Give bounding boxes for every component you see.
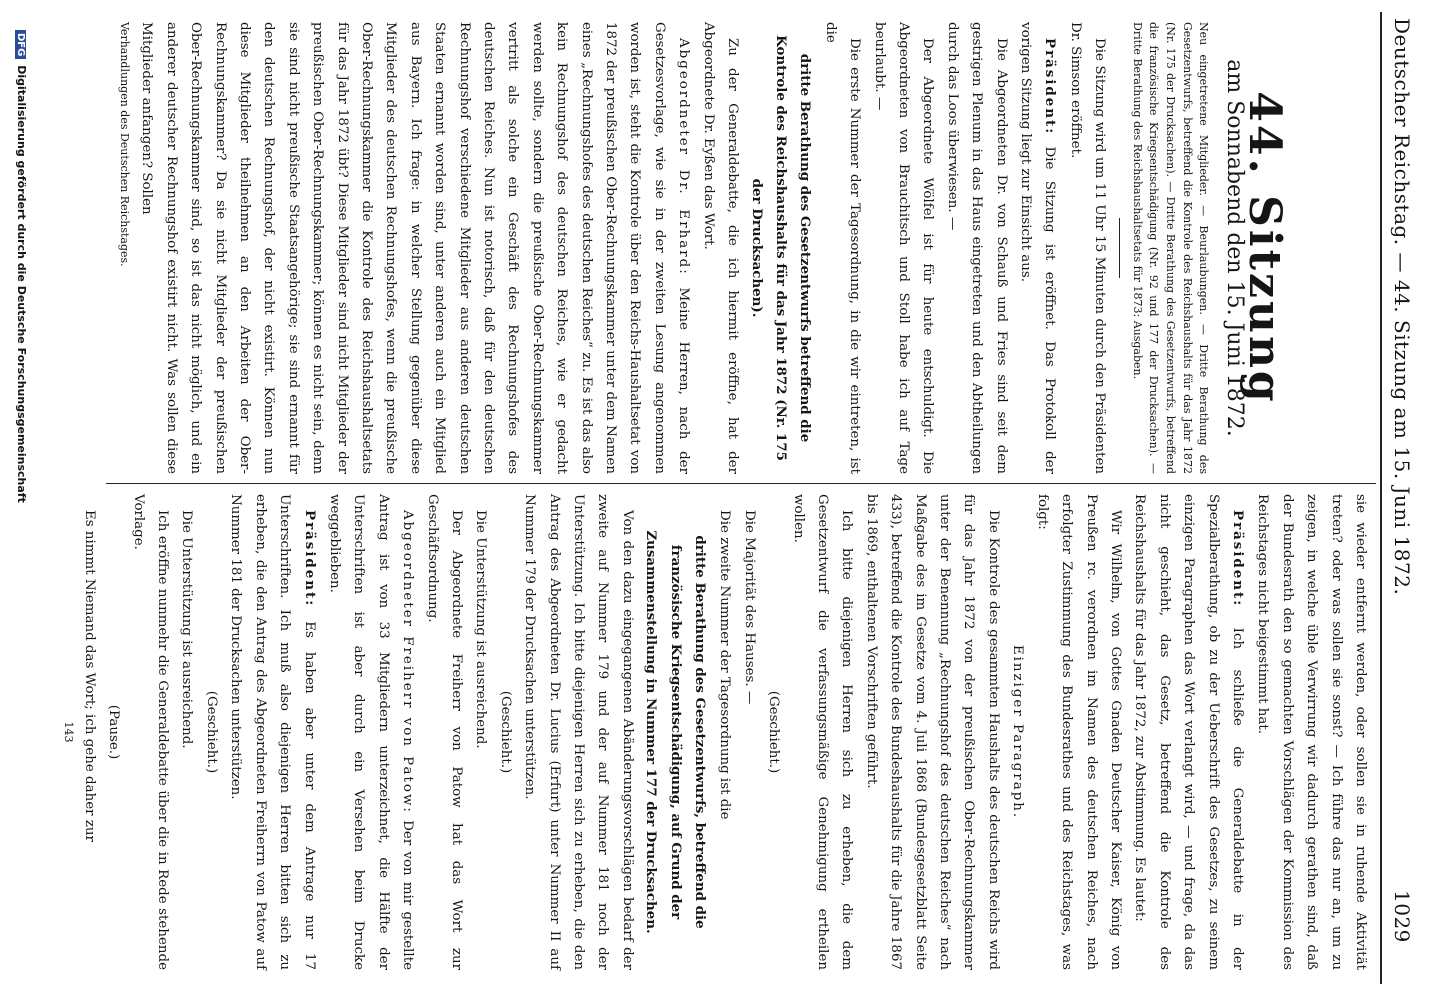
paragraph: Ich eröffne nunmehr die Generaldebatte über die in Rede stehende Vorlage. xyxy=(130,494,171,970)
paragraph: Meine Herren, nach der Gesetzesvorlage, wie sie in der zweiten Lesung angenommen worden ist, steht die Kontrole über den Reichs-Haushaltsetat von 1872 der preußischen Ober-Rechnungskammer unter dem Namen eines „Rechnungshofes des deutschen Reiches“ zu. Es ist das also kein Rechnungshof des deutschen Reiches, wie er gedacht werden sollte, sondern die preußische Ober-Rechnungskammer vertritt als solche ein Geschäft des Rechnungshofes des deutschen Reiches. Nun ist notorisch, daß für den deutschen Rechnungshof verschiedene Mitglieder aus anderen deutschen Staaten ernannt worden sind, unter anderen auch ein Mitglied aus Bayern. Ich frage: in welcher Stellung gegenüber diese Mitglieder des deutschen Rechnungshofes, wenn die preußische Ober-Rechnungskammer die Kontrole des Reichshaushaltsetats für das Jahr 1872 übt? Diese Mitglieder sind nicht Mitglieder der preußischen Ober-Rechnungskammer; können es nicht sein, denn sie sind nicht preußische Staatsangehörige; sie sind ernannt für den deutschen Rechnungshof, der nicht existirt. Können nun diese Mitglieder theilnehmen an den Arbeiten der Ober-Rechnungskammer? Da sie nicht Mitglieder der preußischen Ober-Rechnungskammer sind, so ist das nicht möglich, und ein anderer deutscher Rechnungshof existirt nicht. Was sollen diese Mitglieder anfangen? Sollen xyxy=(139,22,692,475)
paragraph: Der Abgeordnete Wölfel ist für heute entschuldigt. Die Abgeordneten von Brauchitsch und Stoll habe ich auf Tage beurlaubt. — xyxy=(871,22,936,474)
paragraph: Die Kontrole des gesammten Haushalts des deutschen Reichs wird für das Jahr 1872 von der preußischen Ober-Rechnungskammer unter der Benennung „Rechnungshof des deutschen Reiches“ nach Maßgabe des im Gesetze vom 4. Juli 1868 (Bundesgesetzblatt Seite 433), betreffend die Kontrole des Bundeshaushalts für die Jahre 1867 bis 1869, enthaltenen Vorschriften geführt. xyxy=(863,494,1001,970)
publication-footer: Verhandlungen des Deutschen Reichstages. xyxy=(117,22,131,267)
speaker-label: Präsident: xyxy=(1042,38,1059,136)
paragraph: Wir Wilhelm, von Gottes Gnaden Deutscher Kaiser, König von Preußen rc. verordnen im Namen des deutschen Reiches, nach erfolgter Zustimmung des Bundesrathes und des Reichstages, was folgt: xyxy=(1034,494,1123,970)
right-column xyxy=(60,494,1372,970)
column-divider xyxy=(106,483,1376,484)
agenda-item-heading: dritte Berathung des Gesetzentwurfs, betreffend die französische Kriegsentschädigung, auf Grund der Zusammenstellung in Nummer 177 der Drucksachen. xyxy=(643,530,709,934)
left-column xyxy=(115,22,1372,474)
running-header-title: Deutscher Reichstag. — 44. Sitzung am 15. Juni 1872. xyxy=(1390,18,1414,596)
paragraph: Von den dazu eingegangenen Abänderungsvorschlägen bedarf der zweite auf Nummer 179 und der auf Nummer 181 noch der Unterstützung. Ich bitte diejenigen Herren sich zu erheben, die den Antrag des Abgeordneten Dr. Lucius (Erfurt) unter Nummer II auf Nummer 179 der Drucksachen unterstützen. xyxy=(522,494,635,970)
paragraph: Der von mir gestellte Antrag ist von 33 Mitgliedern unterzeichnet, die Hälfte der Unterschriften ist aber durch ein Versehen beim Drucke weggeblieben. xyxy=(326,494,416,970)
paragraph: Die Sitzung wird um 11 Uhr 15 Minuten durch den Präsidenten Dr. Simson eröffnet. xyxy=(1067,22,1108,474)
stage-direction: (Pause.) xyxy=(106,704,122,760)
stage-direction: (Geschieht.) xyxy=(766,690,782,774)
paragraph: Der Abgeordnete Freiherr von Patow hat das Wort zur Geschäftsordnung. xyxy=(424,494,464,970)
paragraph: Die zweite Nummer der Tagesordnung ist die xyxy=(717,510,733,820)
session-title: 44. Sitzung xyxy=(1239,91,1290,405)
paragraph: Ich schließe die Generaldebatte in der Spezialberathung, ob zu der Ueberschrift des Gesetzes, zu seinem einzigen Paragraphen das Wort verlangt wird, — und frage, da das nicht geschieht, das Gesetz, betreffend die Kontrole des Reichshaushalts für das Jahr 1872, zur Abstimmung. Es lautet: xyxy=(1132,494,1245,970)
paragraph: Die Sitzung ist eröffnet. Das Protokoll der vorigen Sitzung liegt zur Einsicht aus. xyxy=(1018,22,1058,474)
dfg-logo: DFG xyxy=(15,30,26,59)
header-rule xyxy=(1380,12,1382,984)
paragraph: Die Majorität des Hauses. — xyxy=(741,510,757,705)
speaker-label: Präsident: xyxy=(301,510,318,608)
agenda-summary: Neu eingetretene Mitglieder. — Beurlaubungen. — Dritte Berathung des Gesetzentwurfs, betreffend die Kontrole des Reichshaushalts für das Jahr 1872 (Nr. 175 der Drucksachen). — Dritte Berathung des Gesetzentwurfs, betreffend die französische Kriegsentschädigung (Nr. 92 und 177 der Drucksachen). — Dritte Berathung des Reichshaushaltsetats für 1873: Ausgaben. xyxy=(1130,22,1211,474)
sheet-number: 143 xyxy=(62,721,76,743)
paragraph: Zu der Generaldebatte, die ich hiermit eröffne, hat der Abgeordnete Dr. Eyßen das Wort. xyxy=(700,22,741,474)
paragraph: Es haben aber unter dem Antrage nur 17 Unterschriften. Ich muß also diejenigen Herren bitten sich zu erheben, die den Antrag des Abgeordneten Freiherrn von Patow auf Nummer 181 der Drucksachen unterstützen. xyxy=(228,494,317,970)
section-heading: Einziger Paragraph. xyxy=(1010,644,1026,820)
digitization-credit xyxy=(15,30,28,503)
paragraph: Ich bitte diejenigen Herren sich zu erheben, die dem Gesetzentwurf die verfassungsmäßige Genehmigung ertheilen wollen. xyxy=(790,494,855,970)
paragraph: Die Unterstützung ist ausreichend. xyxy=(473,510,489,749)
page-number: 1029 xyxy=(1390,890,1414,943)
paragraph: Die Abgeordneten Dr. von Schauß und Fries sind seit dem gestrigen Plenum in das Haus eingetreten und den Abtheilungen durch das Loos überwiesen. — xyxy=(944,22,1009,474)
speaker-label: Präsident: xyxy=(1229,510,1246,608)
speaker-label: Abgeordneter Dr. Erhard: xyxy=(676,38,692,276)
stage-direction: (Geschieht.) xyxy=(203,690,219,774)
speaker-label: Abgeordneter Freiherr von Patow: xyxy=(400,510,416,814)
paragraph: Die erste Nummer der Tagesordnung, in die wir eintreten, ist die xyxy=(822,22,863,474)
separator xyxy=(1119,218,1120,278)
paragraph: Die Unterstützung ist ausreichend. xyxy=(179,510,195,749)
paragraph: Es nimmt Niemand das Wort; ich gehe daher zur xyxy=(81,510,97,842)
agenda-item-heading: dritte Berathung des Gesetzentwurfs betreffend die Kontrole des Reichshaushalts für das Jahr 1872 (Nr. 175 der Drucksachen). xyxy=(748,35,814,461)
paragraph: sie wieder entfernt werden, oder sollen sie in ruhende Aktivität treten? oder was sollen sie sonst? — Ich führe das nur an, um zu zeigen, in welche üble Verwirrung wir dadurch gerathen sind, daß der Bundesrath den so gemachten Vorschlägen der Kommission des Reichstages nicht beigestimmt hat. xyxy=(1255,494,1368,970)
digitization-credit-text: Digitalisierung gefördert durch die Deutsche Forschungsgemeinschaft xyxy=(15,65,28,503)
session-date: am Sonnabend den 15. Juni 1872. xyxy=(1221,59,1247,437)
stage-direction: (Geschieht.) xyxy=(497,690,513,774)
